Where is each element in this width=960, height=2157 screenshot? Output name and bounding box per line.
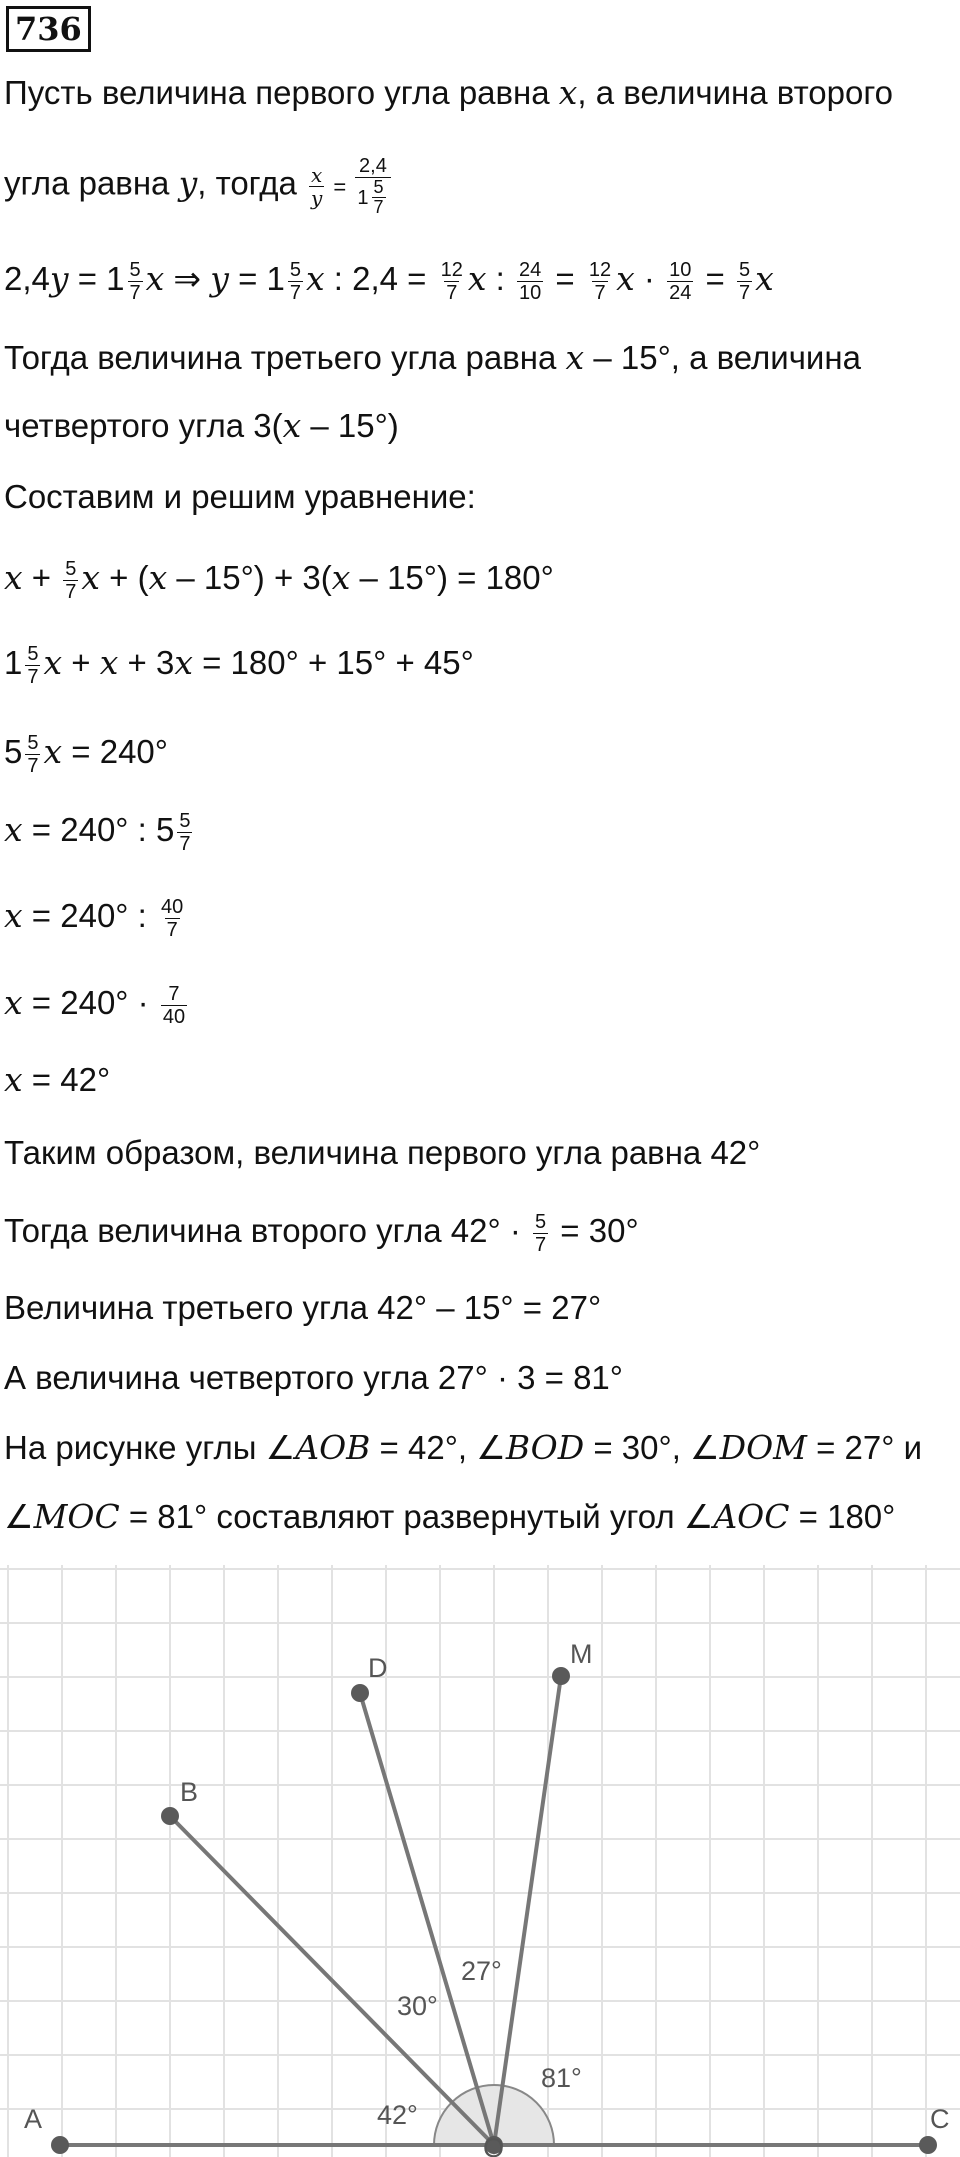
text-line-19: ∠MOC = 81° составляют развернутый угол ∠AOC = 180°	[4, 1497, 896, 1536]
grid	[0, 1565, 960, 2157]
fraction-x-over-y: $\frac{x}{y}$	[311, 162, 323, 210]
text-line-3: 2,4y = 1 $\frac{5}{7}$ x ⇒ y = 1 $\frac{5}{7}$ x : 2,4 = $\frac{12}{7}$ x : $\frac{24}{10}$ = $\frac{12}{7}$ x · $\frac{10}{24}$ = $\frac{5}{7}$ x	[4, 259, 774, 304]
fraction: $\frac{12}{7}$	[440, 259, 463, 304]
fraction: $\frac{5}{7}$	[27, 732, 39, 777]
fraction: $\frac{5}{7}$	[27, 643, 39, 688]
label-a: A	[24, 2104, 43, 2134]
fraction: $\frac{5}{7}$	[129, 259, 141, 304]
fraction-ratio: 2,4 1 $\frac{5}{7}$	[355, 155, 390, 217]
var-x: x	[558, 73, 578, 112]
text: Пусть величина первого угла равна	[4, 74, 559, 111]
text-line-16: Величина третьего угла 42° – 15° = 27°	[4, 1289, 602, 1326]
point-a	[51, 2136, 69, 2154]
problem-number: 736	[6, 6, 91, 52]
fraction: $\frac{5}{7}$	[179, 810, 191, 855]
fraction: $\frac{5}{7}$	[289, 259, 301, 304]
text-line-8: 1 $\frac{5}{7}$ x + x + 3x = 180° + 15° + 45°	[4, 643, 474, 688]
text-line-11: x = 240° : $\frac{40}{7}$	[4, 896, 184, 941]
text: , а величина второго	[577, 74, 894, 111]
text-line-17: А величина четвертого угла 27° · 3 = 81°	[4, 1359, 623, 1396]
angle-diagram	[0, 1565, 960, 2157]
angle-label-moc: 81°	[541, 2063, 582, 2093]
text-line-5: четвертого угла 3(x – 15°)	[4, 406, 399, 445]
label-m: M	[570, 1639, 593, 1669]
text: , тогда	[197, 164, 306, 202]
label-d: D	[368, 1653, 388, 1683]
text-line-13: x = 42°	[4, 1060, 111, 1099]
text-line-15: Тогда величина второго угла 42° · $\frac{5}{7}$ = 30°	[4, 1211, 639, 1256]
equals: =	[327, 174, 353, 200]
text-line-6: Составим и решим уравнение:	[4, 478, 476, 515]
point-b	[161, 1807, 179, 1825]
fraction: $\frac{7}{40}$	[162, 983, 186, 1028]
text-line-2	[4, 155, 394, 217]
text-line-14: Таким образом, величина первого угла равна 42°	[4, 1134, 761, 1171]
fraction: $\frac{5}{7}$	[738, 259, 751, 304]
text: угла равна	[4, 164, 179, 202]
fraction: $\frac{5}{7}$	[535, 1211, 547, 1256]
fraction: $\frac{40}{7}$	[161, 896, 184, 941]
angle-label-aob: 42°	[377, 2100, 418, 2130]
fraction: $\frac{10}{24}$	[669, 259, 692, 304]
var-y: y	[178, 163, 198, 203]
label-b: B	[180, 1777, 199, 1807]
point-m	[552, 1667, 570, 1685]
fraction: $\frac{24}{10}$	[519, 259, 542, 304]
text-line-7: x + $\frac{5}{7}$ x + (x – 15°) + 3(x – 15°) = 180°	[4, 558, 554, 603]
angle-label-dom: 27°	[461, 1956, 502, 1986]
label-c: C	[930, 2104, 950, 2134]
text-line-1	[4, 73, 893, 113]
fraction: $\frac{12}{7}$	[588, 259, 612, 304]
fraction: $\frac{5}{7}$	[65, 558, 77, 603]
point-c	[919, 2136, 937, 2154]
text-line-9: 5 $\frac{5}{7}$ x = 240°	[4, 732, 168, 777]
text-line-4: Тогда величина третьего угла равна x – 15°, а величина	[4, 338, 861, 377]
text-line-18: На рисунке углы ∠AOB = 42°, ∠BOD = 30°, ∠DOM = 27° и	[4, 1428, 923, 1467]
angle-label-bod: 30°	[397, 1991, 438, 2021]
text-line-12: x = 240° · $\frac{7}{40}$	[4, 983, 186, 1028]
label-o: O	[483, 2133, 505, 2157]
point-d	[351, 1684, 369, 1702]
text-line-10: x = 240° : 5 $\frac{5}{7}$	[4, 810, 191, 855]
